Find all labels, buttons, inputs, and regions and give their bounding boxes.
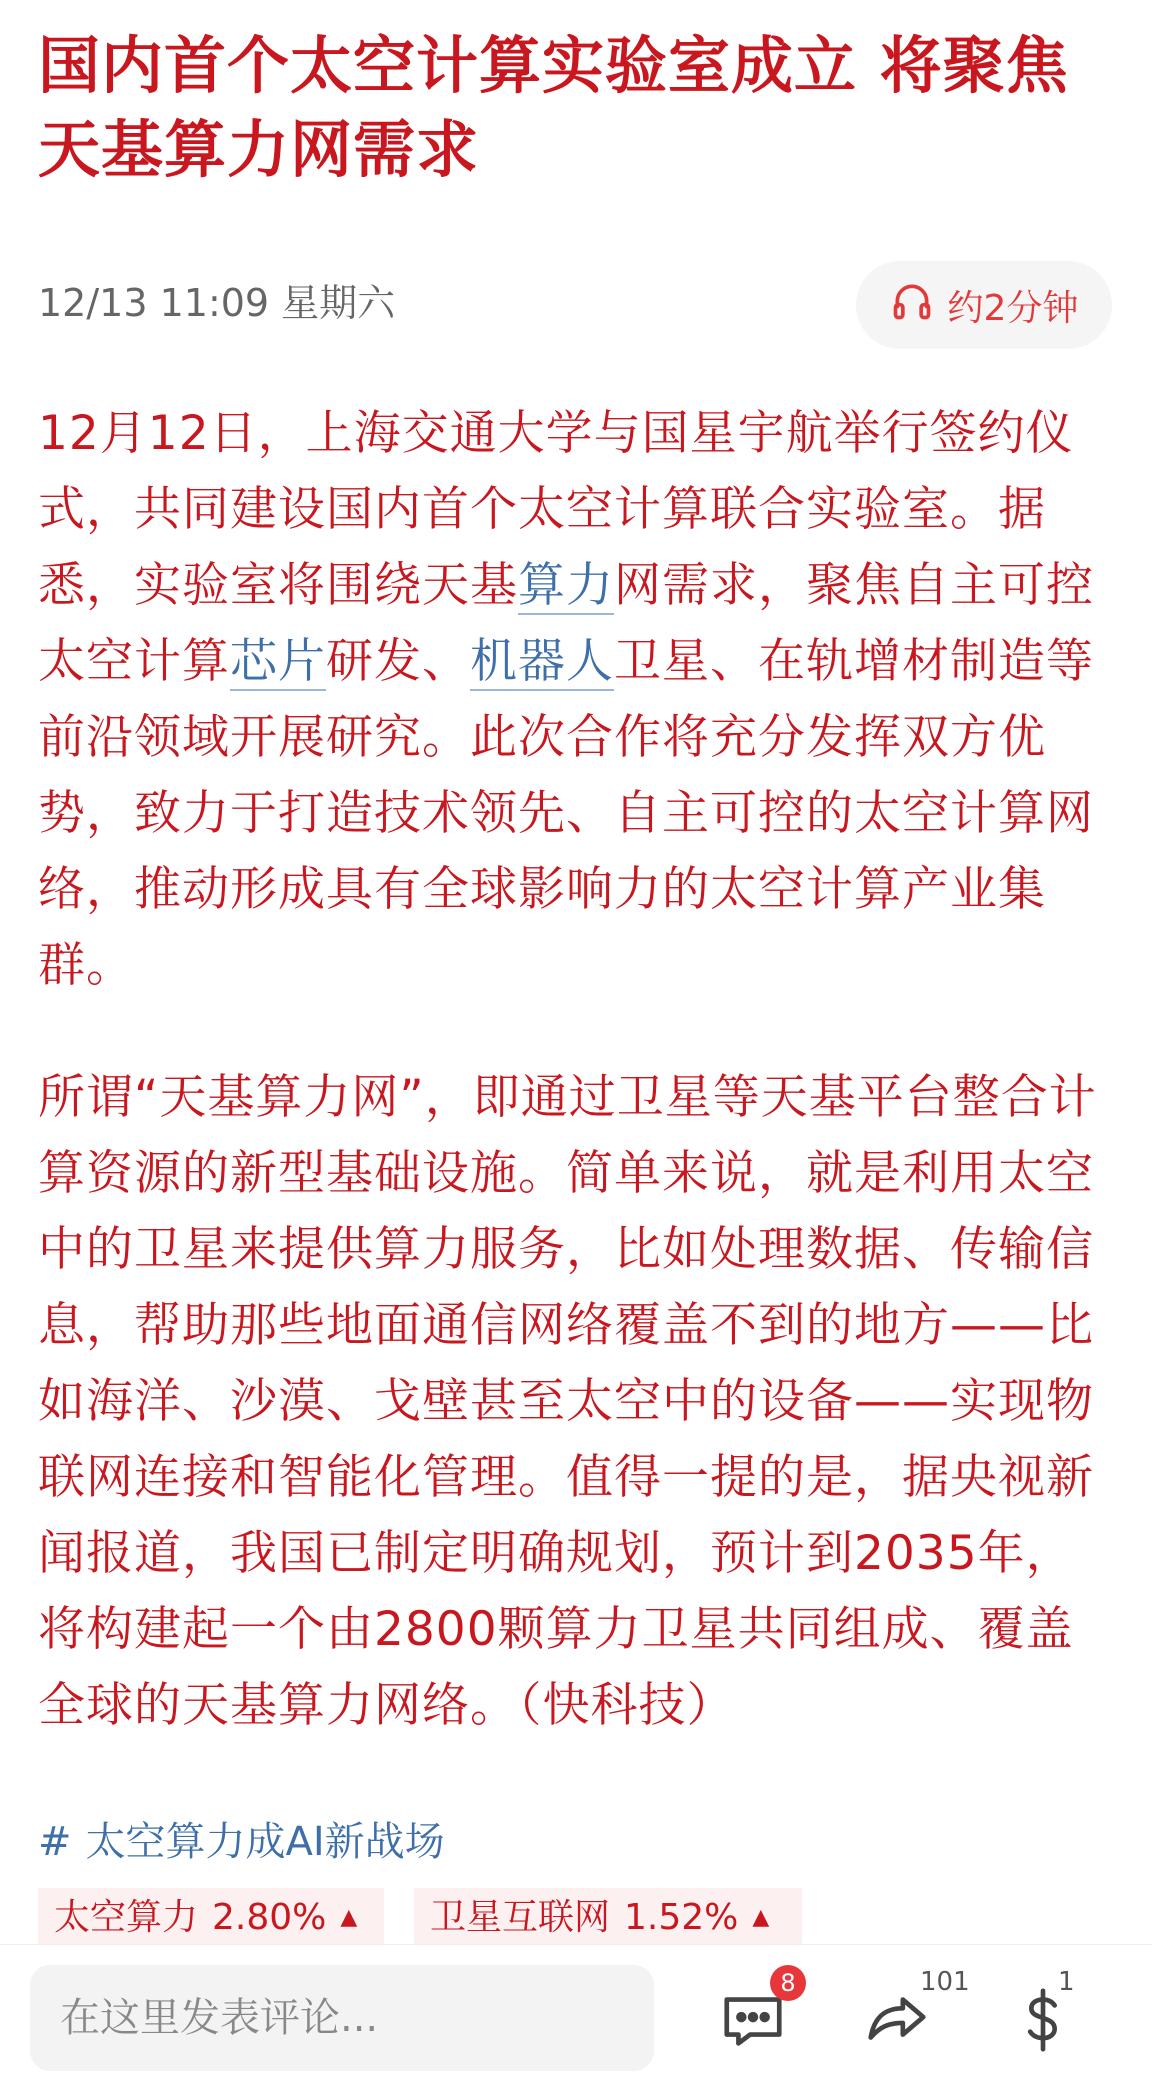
paragraph-text: 网需求，聚焦自主可控太空计算 <box>38 558 1094 689</box>
stock-tag-space-computing[interactable] <box>38 1888 384 1948</box>
listen-button[interactable] <box>856 261 1112 349</box>
comment-icon <box>718 2040 788 2059</box>
article-date: 12/13 11:09 星期六 <box>38 281 396 325</box>
hash-icon: # <box>38 1819 72 1865</box>
share-button[interactable] <box>862 1967 970 2059</box>
paragraph-text: 卫星、在轨增材制造等前沿领域开展研究。此次合作将充分发挥双方优势，致力于打造技术领先、自主可控的太空计算网络，推动形成具有全球影响力的太空计算产业集群。 <box>38 634 1094 993</box>
comment-button[interactable] <box>718 1969 796 2059</box>
article-title: 国内首个太空计算实验室成立 将聚焦天基算力网需求 <box>38 29 1069 186</box>
up-arrow-icon: ▲ <box>752 1905 770 1930</box>
keyword-link-chip[interactable]: 芯片 <box>230 634 326 689</box>
topic-label: 太空算力成AI新战场 <box>85 1819 445 1865</box>
stock-tag-satellite-internet[interactable] <box>414 1888 802 1948</box>
comment-input[interactable]: 在这里发表评论... <box>30 1965 654 2071</box>
tip-count: 1 <box>1058 1967 1075 1997</box>
article-paragraph-1 <box>38 396 1118 1004</box>
article-paragraph-2: 所谓“天基算力网”，即通过卫星等天基平台整合计算资源的新型基础设施。简单来说，就是利用太空中的卫星来提供算力服务，比如处理数据、传输信息，帮助那些地面通信网络覆盖不到的地方——比如海洋、沙漠、戈壁甚至太空中的设备——实现物联网连接和智能化管理。值得一提的是，据央视新闻报道，我国已制定明确规划，预计到2035年，将构建起一个由2800颗算力卫星共同组成、覆盖全球的天基算力网络。（快科技） <box>38 1070 1097 1733</box>
keyword-link-robot[interactable]: 机器人 <box>470 634 614 689</box>
stock-change: 1.52% <box>624 1897 739 1938</box>
paragraph-text: 研发、 <box>326 634 470 689</box>
comment-count-badge: 8 <box>770 1965 806 2001</box>
headphones-icon <box>890 279 934 332</box>
topic-link[interactable] <box>38 1816 445 1868</box>
stock-name: 太空算力 <box>54 1897 199 1938</box>
keyword-link-suanli[interactable]: 算力 <box>518 558 614 613</box>
listen-duration: 约2分钟 <box>947 287 1079 329</box>
share-count: 101 <box>920 1967 970 1997</box>
paragraph-text: 12月12日，上海交通大学与国星宇航举行签约仪式，共同建设国内首个太空计算联合实验室。据悉，实验室将围绕天基 <box>38 406 1074 613</box>
up-arrow-icon: ▲ <box>340 1905 358 1930</box>
tip-button[interactable] <box>1018 1967 1075 2059</box>
stock-name: 卫星互联网 <box>430 1897 611 1938</box>
dollar-icon <box>1018 2040 1068 2059</box>
bottom-action-bar <box>0 1944 1152 2096</box>
stock-change: 2.80% <box>212 1897 327 1938</box>
share-icon <box>862 2040 932 2059</box>
